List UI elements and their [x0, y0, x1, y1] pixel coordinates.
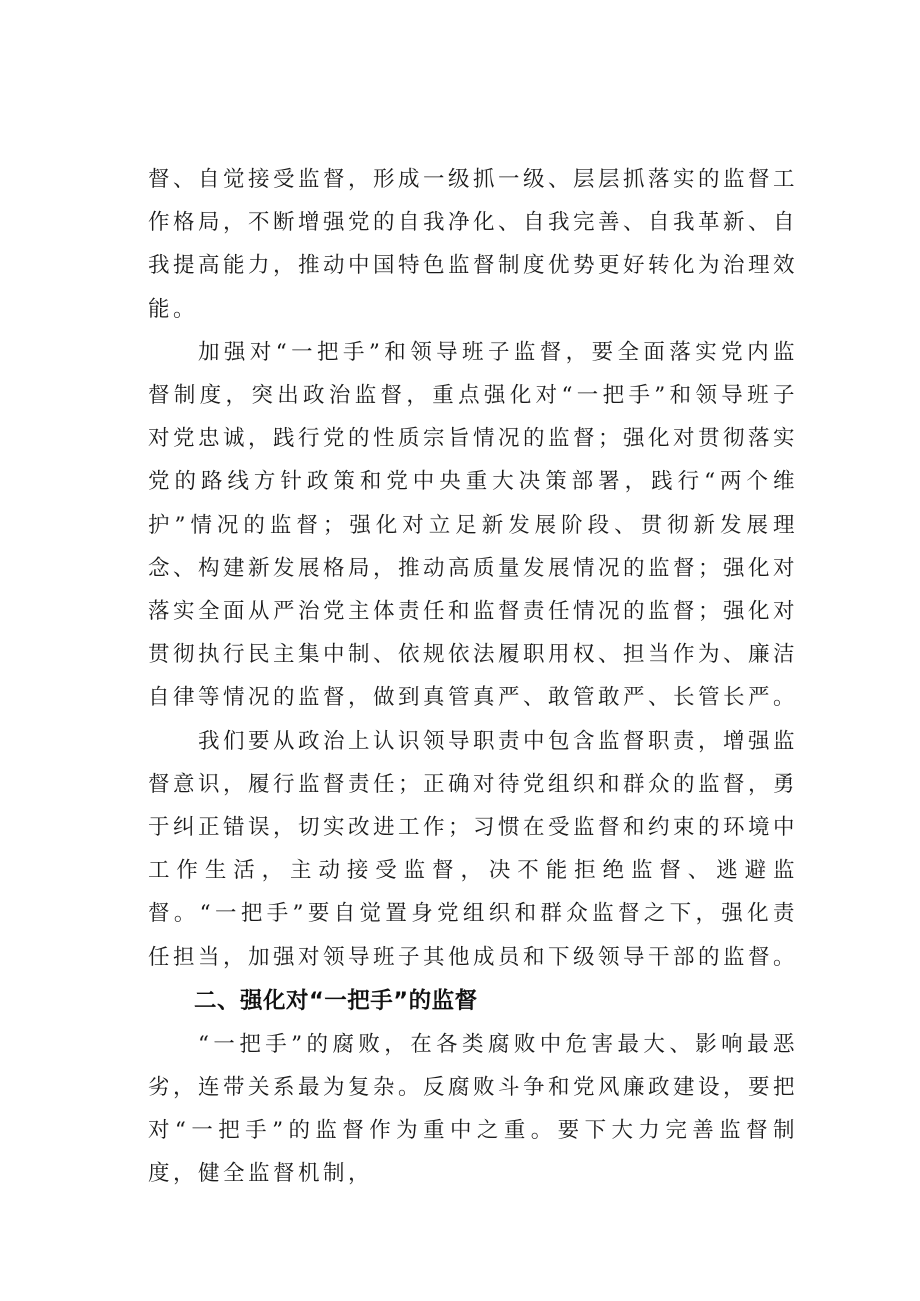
paragraph-continued: 督、自觉接受监督，形成一级抓一级、层层抓落实的监督工作格局，不断增强党的自我净化、自我完善、自我革新、自我提高能力，推动中国特色监督制度优势更好转化为治理效能。	[148, 167, 799, 322]
section-heading: 二、强化对“一把手”的监督	[194, 987, 478, 1014]
paragraph-corruption: “一把手”的腐败，在各类腐败中危害最大、影响最恶劣，连带关系最为复杂。反腐败斗争和党风廉政建设，要把对“一把手”的监督作为重中之重。要下大力完善监督制度，健全监督机制，	[148, 1031, 799, 1187]
document-body	[148, 158, 798, 1196]
paragraph-political-awareness: 我们要从政治上认识领导职责中包含监督职责，增强监督意识，履行监督责任；正确对待党组织和群众的监督，勇于纠正错误，切实改进工作；习惯在受监督和约束的环境中工作生活，主动接受监督，决不能拒绝监督、逃避监督。“一把手”要自觉置身党组织和群众监督之下，强化责任担当，加强对领导班子其他成员和下级领导干部的监督。	[148, 728, 799, 970]
paragraph-leadership-supervision: 加强对“一把手”和领导班子监督，要全面落实党内监督制度，突出政治监督，重点强化对“一把手”和领导班子对党忠诚，践行党的性质宗旨情况的监督；强化对贯彻落实党的路线方针政策和党中央重大决策部署，践行“两个维护”情况的监督；强化对立足新发展阶段、贯彻新发展理念、构建新发展格局，推动高质量发展情况的监督；强化对落实全面从严治党主体责任和监督责任情况的监督；强化对贯彻执行民主集中制、依规依法履职用权、担当作为、廉洁自律等情况的监督，做到真管真严、敢管敢严、长管长严。	[148, 339, 799, 711]
